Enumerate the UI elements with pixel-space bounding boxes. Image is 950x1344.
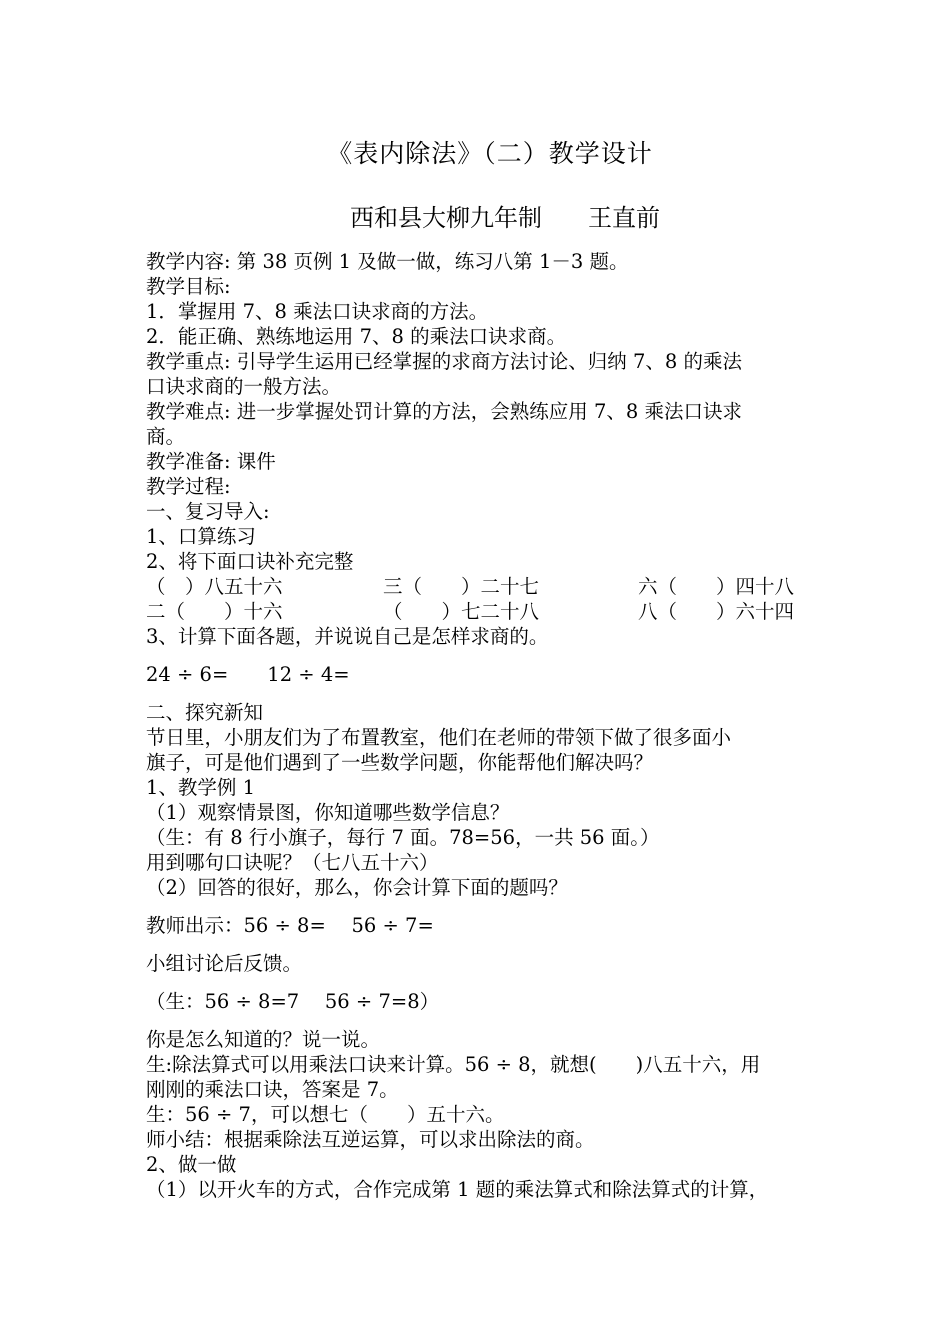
line-student-result: （生：56 ÷ 8=7 56 ÷ 7=8） [146,990,440,1013]
line-calc-problems: 24 ÷ 6= 12 ÷ 4= [146,663,350,686]
fill-item: 三（ ）二十七 [383,575,540,598]
line-oral-practice: 1、口算练习 [146,525,256,548]
line-objective-1: 1．掌握用 7、8 乘法口诀求商的方法。 [146,300,489,323]
line-difficulty-cont: 商。 [146,425,186,448]
line-group-discussion: 小组讨论后反馈。 [146,952,303,975]
author-name: 王直前 [588,204,660,232]
document-title: 《表内除法》（二）教学设计 [327,139,653,168]
author-school: 西和县大柳九年制 [350,204,542,232]
line-practice-heading: 2、做一做 [146,1153,237,1176]
line-process-heading: 教学过程: [146,475,231,498]
line-section-1: 一、复习导入: [146,500,270,523]
line-student-explain-2: 生：56 ÷ 7，可以想七（ ）五十六。 [146,1103,505,1126]
line-preparation: 教学准备: 课件 [146,450,276,473]
line-key-point: 教学重点: 引导学生运用已经掌握的求商方法讨论、归纳 7、8 的乘法 [146,350,742,373]
fill-item: 八（ ）六十四 [638,600,795,623]
line-which-rhyme: 用到哪句口诀呢？（七八五十六） [146,851,439,874]
line-teacher-summary: 师小结：根据乘除法互逆运算，可以求出除法的商。 [146,1128,595,1151]
line-objective-2: 2．能正确、熟练地运用 7、8 的乘法口诀求商。 [146,325,567,348]
fill-item: 六（ ）四十八 [638,575,795,598]
fill-item: （ ）七二十八 [383,600,540,623]
line-how-know: 你是怎么知道的？说一说。 [146,1028,381,1051]
line-content: 教学内容: 第 38 页例 1 及做一做，练习八第 1－3 题。 [146,250,629,273]
line-student-explain: 生:除法算式可以用乘法口诀来计算。56 ÷ 8，就想( )八五十六，用 [146,1053,761,1076]
line-student-answer: （生：有 8 行小旗子，每行 7 面。78=56，一共 56 面。） [146,826,660,849]
line-example-1: 1、教学例 1 [146,776,256,799]
line-section-2: 二、探究新知 [146,701,264,724]
line-student-explain-cont: 刚刚的乘法口诀，答案是 7。 [146,1078,399,1101]
line-story-cont: 旗子，可是他们遇到了一些数学问题，你能帮他们解决吗？ [146,751,654,774]
line-difficulty: 教学难点: 进一步掌握处罚计算的方法，会熟练应用 7、8 乘法口诀求 [146,400,742,423]
fill-item: （ ）八五十六 [146,575,283,598]
line-key-point-cont: 口诀求商的一般方法。 [146,375,342,398]
line-teacher-shows: 教师出示：56 ÷ 8= 56 ÷ 7= [146,914,434,937]
line-calc-instruction: 3、计算下面各题，并说说自己是怎样求商的。 [146,625,549,648]
line-observe: （1）观察情景图，你知道哪些数学信息？ [146,801,510,824]
line-story: 节日里，小朋友们为了布置教室，他们在老师的带领下做了很多面小 [146,726,732,749]
fill-item: 二（ ）十六 [146,600,283,623]
line-objectives-heading: 教学目标: [146,275,231,298]
line-question-2: （2）回答的很好，那么，你会计算下面的题吗？ [146,876,568,899]
author-line [0,198,950,233]
line-practice-1: （1）以开火车的方式，合作完成第 1 题的乘法算式和除法算式的计算， [146,1178,769,1201]
line-fill-instruction: 2、将下面口诀补充完整 [146,550,354,573]
